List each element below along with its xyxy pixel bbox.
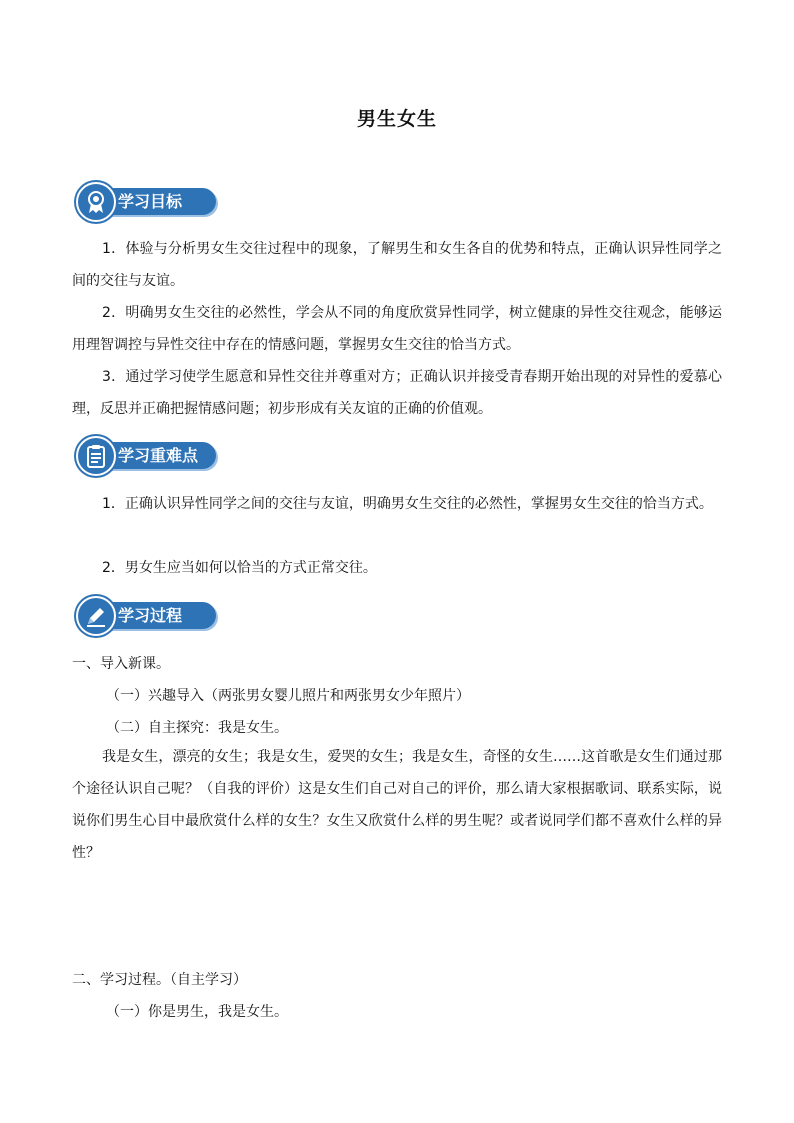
section-banner-goals	[76, 182, 218, 220]
process-part1-sub2: （二）自主探究：我是女生。	[106, 720, 288, 736]
award-ribbon-icon	[76, 182, 116, 222]
page-title: 男生女生	[356, 108, 437, 130]
process-part1-title: 一、导入新课。	[72, 656, 170, 672]
goal-item-3: 3．通过学习使学生愿意和异性交往并尊重对方；正确认识并接受青春期开始出现的对异性的爱慕心理，反思并正确把握情感问题；初步形成有关友谊的正确的价值观。	[72, 369, 722, 417]
process-part2-sub1: （一）你是男生，我是女生。	[106, 1004, 288, 1020]
process-part2-title: 二、学习过程。（自主学习）	[72, 972, 247, 988]
process-part1-body: 我是女生，漂亮的女生；我是女生，爱哭的女生；我是女生，奇怪的女生……这首歌是女生们通过那个途径认识自己呢？（自我的评价）这是女生们自己对自己的评价，那么请大家根据歌词、联系实际，说说你们男生心目中最欣赏什么样的女生？女生又欣赏什么样的男生呢？或者说同学们都不喜欢什么样的异性？	[72, 749, 722, 861]
section-heading-process: 学习过程	[118, 606, 183, 625]
section-banner-key-points	[76, 436, 218, 474]
goal-item-2: 2．明确男女生交往的必然性，学会从不同的角度欣赏异性同学，树立健康的异性交往观念，能够运用理智调控与异性交往中存在的情感问题，掌握男女生交往的恰当方式。	[72, 305, 722, 353]
section-heading-key-points: 学习重难点	[118, 446, 199, 465]
clipboard-icon	[76, 436, 116, 476]
key-point-item-1: 1．正确认识异性同学之间的交往与友谊，明确男女生交往的必然性，掌握男女生交往的恰当方式。	[102, 496, 713, 512]
section-heading-goals: 学习目标	[118, 192, 183, 211]
pencil-icon	[76, 596, 116, 636]
key-point-item-2: 2．男女生应当如何以恰当的方式正常交往。	[102, 560, 377, 576]
goal-item-1: 1．体验与分析男女生交往过程中的现象，了解男生和女生各自的优势和特点，正确认识异性同学之间的交往与友谊。	[72, 241, 722, 289]
section-banner-process	[76, 596, 218, 634]
process-part1-sub1: （一）兴趣导入（两张男女婴儿照片和两张男女少年照片）	[106, 688, 470, 704]
